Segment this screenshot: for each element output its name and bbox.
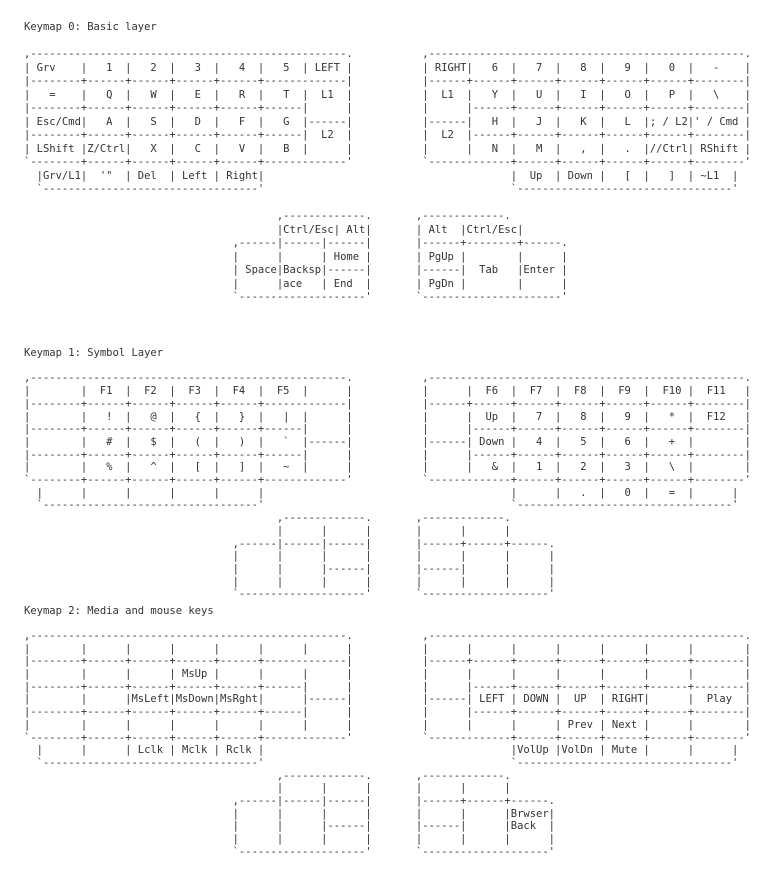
keymap-1-ascii-art: ,--------------------------------------------------. ,--------------------------------------------------. | | F1 | F2 | F3 | F4 | F5 | | | | F6 | F7 | F8 | F9 | F10 | F11 | |--------+------+------+------+------+-------------| |------+------+------+------+------+------+--------| | | ! | @ | { | } | | | | | | Up | 7 | 8 | 9 | * | F12 | |--------+------+------+------+------+------| | | |------+------+------+------+------+--------| | | # | $ | ( | ) | ` |------| |------| Down | 4 | 5 | 6 | + | | |--------+------+------+------+------+------| | | |------+------+------+------+------+--------| | | % | ^ | [ | ] | ~ | | | | & | 1 | 2 | 3 | \ | | `--------+------+------+------+------+-------------' `-------------+------+------+------+------+--------' | | | | | | | | . | 0 | = | | `----------------------------------' `----------------------------------' ,-------------. ,-------------. | | | | | | ,------|------|------| |------+------+------. | | | | | | | | | | |------| |------| | | | | | | | | | | `--------------------' `--------------------' bbox=[24, 372, 751, 601]
keymap-2-section bbox=[24, 605, 765, 859]
keymap-1-section bbox=[24, 347, 765, 601]
keymap-0-title: Keymap 0: Basic layer bbox=[24, 21, 157, 33]
keymap-0-section bbox=[24, 21, 765, 305]
keymap-2-title: Keymap 2: Media and mouse keys bbox=[24, 604, 214, 617]
keymap-0-ascii-art: ,--------------------------------------------------. ,--------------------------------------------------. | Grv | 1 | 2 | 3 | 4 | 5 | LEFT | | RIGHT| 6 | 7 | 8 | 9 | 0 | - | |--------+------+------+------+------+-------------| |------+------+------+------+------+------+--------| | = | Q | W | E | R | T | L1 | | L1 | Y | U | I | O | P | \ | |--------+------+------+------+------+------| | | |------+------+------+------+------+--------| | Esc/Cmd| A | S | D | F | G |------| |------| H | J | K | L |; / L2|' / Cmd | |--------+------+------+------+------+------| L2 | | L2 |------+------+------+------+------+--------| | LShift |Z/Ctrl| X | C | V | B | | | | N | M | , | . |//Ctrl| RShift | `--------+------+------+------+------+-------------' `-------------+------+------+------+------+--------' |Grv/L1| '" | Del | Left | Right| | Up | Down | [ | ] | ~L1 | `----------------------------------' `----------------------------------' ,-------------. ,-------------. |Ctrl/Esc| Alt| | Alt |Ctrl/Esc| ,------|------|------| |------+--------+------. | | | Home | | PgUp | | | | Space|Backsp|------| |------| Tab |Enter | | |ace | End | | PgDn | | | `--------------------' `----------------------' bbox=[24, 48, 751, 303]
keymap-1-title: Keymap 1: Symbol Layer bbox=[24, 347, 164, 359]
keymap-2-ascii-art: ,--------------------------------------------------. ,--------------------------------------------------. | | | | | | | | | | | | | | | | |--------+------+------+------+------+-------------| |------+------+------+------+------+------+--------| | | | | MsUp | | | | | | | | | | | | |--------+------+------+------+------+------| | | |------+------+------+------+------+--------| | | |MsLeft|MsDown|MsRght| |------| |------| LEFT | DOWN | UP | RIGHT| | Play | |--------+------+------+------+------+------| | | |------+------+------+------+------+--------| | | | | | | | | | | | | Prev | Next | | | `--------+------+------+------+------+-------------' `-------------+------+------+------+------+--------' | | | Lclk | Mclk | Rclk | |VolUp |VolDn | Mute | | | `----------------------------------' `----------------------------------' ,-------------. ,-------------. | | | | | | ,------|------|------| |------+------+------. | | | | | | |Brwser| | | |------| |------| |Back | | | | | | | | | `--------------------' `--------------------' bbox=[24, 629, 751, 858]
